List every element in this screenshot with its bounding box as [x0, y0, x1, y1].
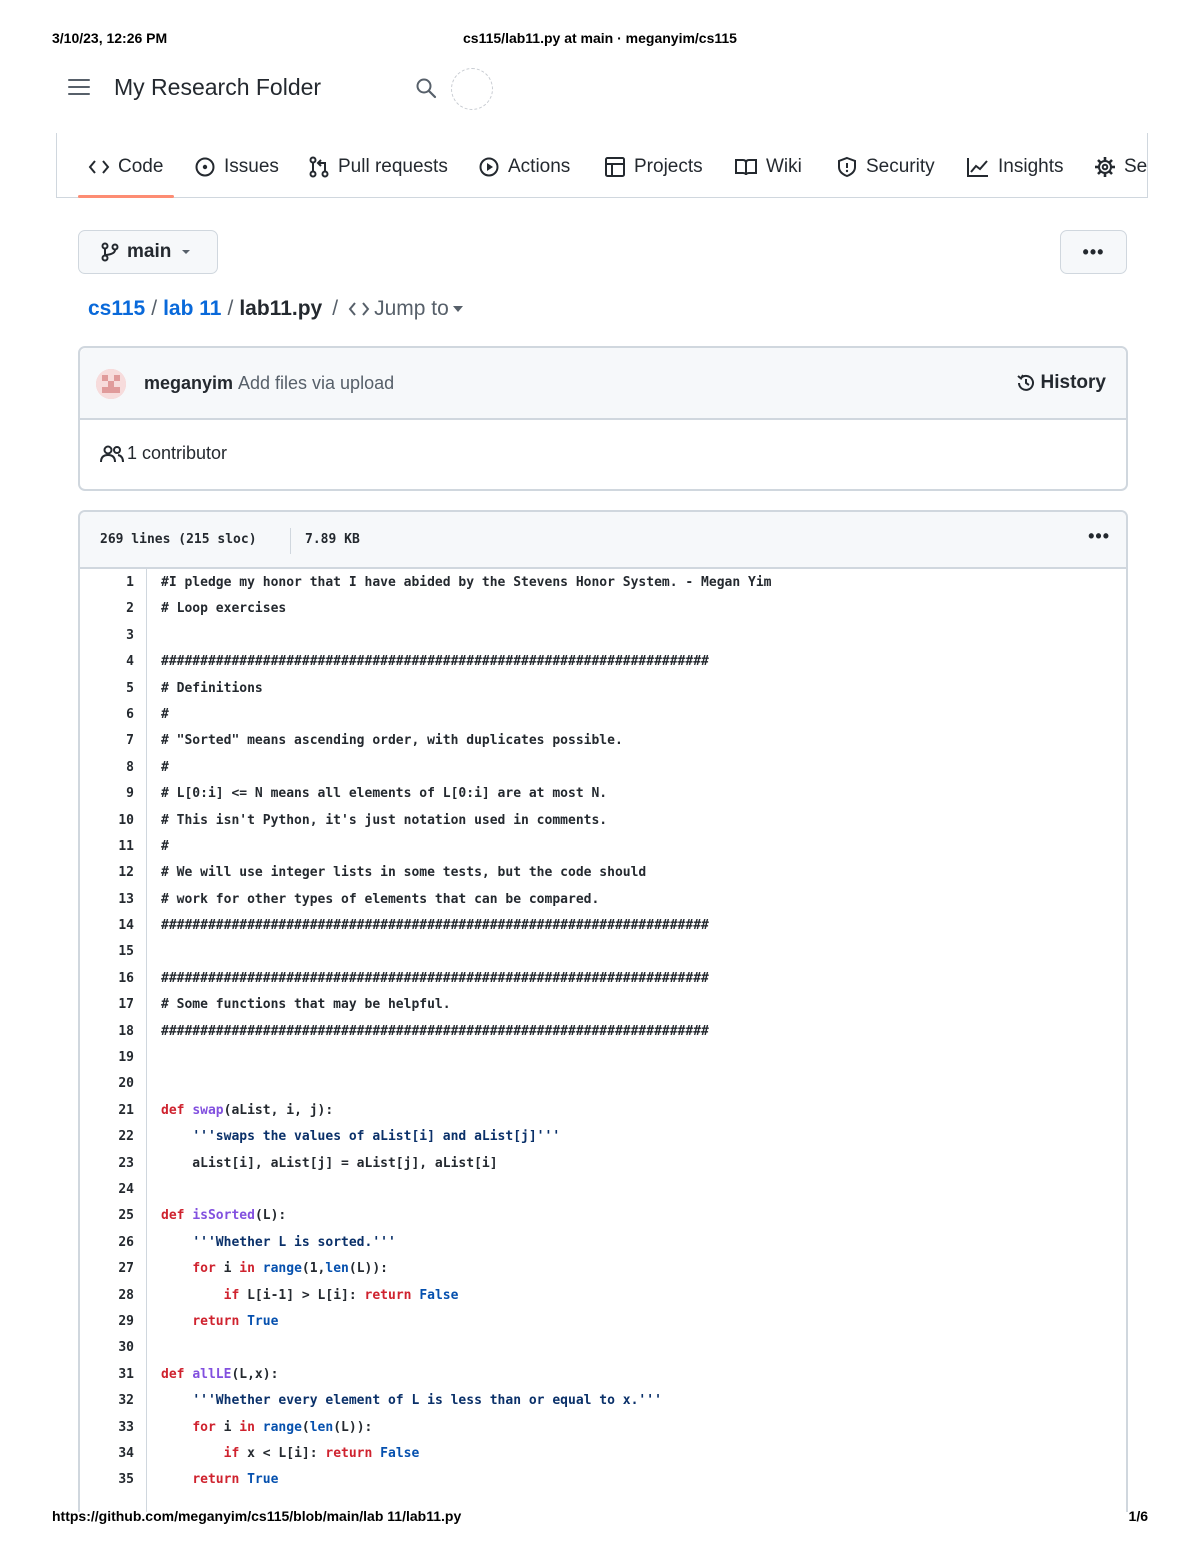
- print-datetime: 3/10/23, 12:26 PM: [52, 30, 168, 46]
- line-number[interactable]: 14: [118, 918, 134, 934]
- search-icon[interactable]: [414, 76, 438, 100]
- print-url: https://github.com/meganyim/cs115/blob/main/lab 11/lab11.py: [52, 1508, 462, 1524]
- tab-pull-requests-label: Pull requests: [338, 156, 448, 177]
- line-number[interactable]: 19: [118, 1050, 134, 1066]
- history-icon: [1015, 372, 1037, 394]
- code-line: [80, 1097, 1126, 1123]
- line-number[interactable]: 32: [118, 1393, 134, 1409]
- line-number[interactable]: 17: [118, 997, 134, 1013]
- code-text: # Definitions: [161, 680, 263, 696]
- line-number[interactable]: 9: [126, 786, 134, 802]
- tab-settings[interactable]: [1094, 154, 1147, 180]
- code-line: [80, 1229, 1126, 1255]
- contributors-link[interactable]: [100, 443, 227, 464]
- commit-author-link[interactable]: meganyim: [144, 373, 234, 393]
- line-number[interactable]: 3: [126, 627, 134, 643]
- code-line: [80, 1334, 1126, 1360]
- line-number[interactable]: 25: [118, 1208, 134, 1224]
- code-line: [80, 807, 1126, 833]
- latest-commit-box: [78, 346, 1128, 491]
- code-text: return True: [192, 1313, 279, 1329]
- file-line-count: 269 lines (215 sloc): [100, 532, 257, 547]
- code-line: [80, 1361, 1126, 1387]
- code-line: [80, 622, 1126, 648]
- code-text: # Some functions that may be helpful.: [161, 997, 451, 1013]
- line-number[interactable]: 11: [118, 838, 134, 854]
- code-line: [80, 727, 1126, 753]
- code-text: '''swaps the values of aList[i] and aList[j]''': [192, 1129, 561, 1145]
- breadcrumb-folder-link[interactable]: lab 11: [163, 297, 222, 320]
- line-number[interactable]: 31: [118, 1366, 134, 1382]
- code-text: #: [161, 838, 169, 854]
- breadcrumb-separator: /: [227, 297, 234, 320]
- code-line: [80, 1308, 1126, 1334]
- line-number[interactable]: 30: [118, 1340, 134, 1356]
- tab-issues[interactable]: [194, 154, 279, 180]
- more-options-button[interactable]: •••: [1060, 230, 1127, 274]
- history-button[interactable]: [1015, 372, 1106, 394]
- print-page-title: cs115/lab11.py at main · meganyim/cs115: [463, 30, 737, 46]
- line-number[interactable]: 24: [118, 1181, 134, 1197]
- line-number[interactable]: 22: [118, 1129, 134, 1145]
- code-line: [80, 569, 1126, 595]
- code-text: for i in range(len(L)):: [192, 1419, 373, 1435]
- tab-pull-requests[interactable]: [308, 154, 448, 180]
- branch-select-button[interactable]: [78, 230, 218, 274]
- tab-code-label: Code: [118, 156, 164, 177]
- gear-icon: [1094, 156, 1116, 178]
- code-text: # L[0:i] <= N means all elements of L[0:i] are at most N.: [161, 786, 608, 802]
- line-number[interactable]: 8: [126, 759, 134, 775]
- file-more-options-button[interactable]: •••: [1088, 526, 1110, 546]
- people-icon: [100, 445, 124, 463]
- code-line: [80, 1070, 1126, 1096]
- chevron-down-icon: [181, 248, 191, 256]
- breadcrumb-repo-link[interactable]: cs115: [88, 297, 146, 320]
- line-number[interactable]: 5: [126, 680, 134, 696]
- code-text: #I pledge my honor that I have abided by the Stevens Honor System. - Megan Yim: [161, 575, 772, 590]
- code-text: aList[i], aList[j] = aList[j], aList[i]: [161, 1155, 498, 1171]
- line-number[interactable]: 35: [118, 1472, 134, 1488]
- breadcrumb: [88, 297, 464, 321]
- line-number[interactable]: 33: [118, 1419, 134, 1435]
- tab-insights[interactable]: [966, 154, 1063, 180]
- code-text: if L[i-1] > L[i]: return False: [223, 1287, 459, 1303]
- code-text: return True: [192, 1472, 279, 1488]
- code-line: [80, 675, 1126, 701]
- header-title[interactable]: My Research Folder: [114, 74, 322, 100]
- code-line: [80, 1387, 1126, 1413]
- file-viewer: [78, 510, 1128, 1512]
- code-line: [80, 1123, 1126, 1149]
- contributors-label: 1 contributor: [127, 443, 228, 463]
- code-line: [80, 1414, 1126, 1440]
- code-line: [80, 1018, 1126, 1044]
- jump-to-label: Jump to: [374, 297, 449, 320]
- line-number[interactable]: 26: [118, 1234, 134, 1250]
- code-line: [80, 965, 1126, 991]
- line-number[interactable]: 16: [118, 970, 134, 986]
- code-line: [80, 701, 1126, 727]
- line-number[interactable]: 6: [126, 706, 134, 722]
- code-line: [80, 833, 1126, 859]
- line-number[interactable]: 13: [118, 891, 134, 907]
- code-line: [80, 754, 1126, 780]
- line-number[interactable]: 10: [118, 812, 134, 828]
- line-number[interactable]: 20: [118, 1076, 134, 1092]
- print-footer: [52, 1508, 1148, 1528]
- code-text: ######################################################################: [161, 1023, 709, 1039]
- code-line: [80, 886, 1126, 912]
- code-line: [80, 1202, 1126, 1228]
- code-text: # We will use integer lists in some tests, but the code should: [161, 865, 647, 881]
- line-number[interactable]: 23: [118, 1155, 134, 1171]
- code-line: [80, 780, 1126, 806]
- info-divider: [290, 528, 291, 554]
- code-line: [80, 648, 1126, 674]
- line-number[interactable]: 4: [126, 654, 134, 670]
- code-line: [80, 1282, 1126, 1308]
- breadcrumb-separator: /: [332, 297, 339, 320]
- print-header: [52, 30, 1148, 50]
- code-text: #: [161, 759, 169, 775]
- code-text: ######################################################################: [161, 654, 709, 670]
- code-text: ######################################################################: [161, 970, 709, 986]
- tab-projects-label: Projects: [634, 156, 703, 177]
- code-line: [80, 1255, 1126, 1281]
- branch-label: main: [127, 241, 172, 262]
- line-number[interactable]: 29: [118, 1313, 134, 1329]
- line-number[interactable]: 18: [118, 1023, 134, 1039]
- tab-wiki-label: Wiki: [766, 156, 802, 177]
- repo-nav-tabs: [56, 133, 1148, 197]
- code-text: '''Whether every element of L is less than or equal to x.''': [192, 1393, 662, 1409]
- tab-wiki[interactable]: [734, 154, 802, 180]
- book-icon: [734, 157, 758, 177]
- line-number[interactable]: 7: [126, 733, 134, 749]
- author-avatar[interactable]: [96, 369, 126, 399]
- code-line: [80, 1150, 1126, 1176]
- line-number[interactable]: 1: [126, 575, 134, 590]
- user-avatar[interactable]: [451, 68, 493, 110]
- code-text: def swap(aList, i, j):: [161, 1102, 334, 1118]
- tab-projects[interactable]: [604, 154, 703, 180]
- caret-down-icon: [452, 305, 464, 313]
- code-icon: [88, 158, 110, 176]
- code-lines: [80, 569, 1126, 1493]
- graph-icon: [966, 156, 990, 178]
- shield-icon: [836, 156, 858, 178]
- play-icon: [478, 156, 500, 178]
- code-text: # "Sorted" means ascending order, with duplicates possible.: [161, 733, 623, 749]
- code-line: [80, 1466, 1126, 1492]
- code-line: [80, 1176, 1126, 1202]
- tab-code[interactable]: [88, 154, 163, 180]
- file-info-bar: [80, 512, 1126, 569]
- branch-icon: [101, 242, 119, 262]
- commit-message-link[interactable]: Add files via upload: [238, 373, 395, 393]
- print-page-number: 1/6: [1128, 1508, 1148, 1524]
- tab-actions-label: Actions: [508, 156, 571, 177]
- issue-icon: [194, 156, 216, 178]
- line-number[interactable]: 34: [118, 1445, 134, 1461]
- code-text: # This isn't Python, it's just notation used in comments.: [161, 812, 608, 828]
- code-line: [80, 1044, 1126, 1070]
- code-text: if x < L[i]: return False: [223, 1445, 420, 1461]
- pull-request-icon: [308, 156, 330, 178]
- line-number[interactable]: 28: [118, 1287, 134, 1303]
- code-text: def isSorted(L):: [161, 1208, 287, 1224]
- code-text: # Loop exercises: [161, 601, 287, 617]
- breadcrumb-file: lab11.py: [239, 297, 323, 320]
- file-size: 7.89 KB: [305, 532, 360, 547]
- tab-issues-label: Issues: [224, 156, 279, 177]
- line-number[interactable]: 12: [118, 865, 134, 881]
- code-line: [80, 859, 1126, 885]
- breadcrumb-separator: /: [151, 297, 158, 320]
- code-line: [80, 595, 1126, 621]
- code-text: '''Whether L is sorted.''': [192, 1234, 396, 1250]
- code-text: #: [161, 706, 169, 722]
- code-text: ######################################################################: [161, 918, 709, 934]
- line-number[interactable]: 27: [118, 1261, 134, 1277]
- jump-to-dropdown[interactable]: [348, 297, 464, 321]
- table-icon: [604, 156, 626, 178]
- tab-settings-label: Se: [1124, 156, 1148, 177]
- code-line: [80, 912, 1126, 938]
- code-line: [80, 991, 1126, 1017]
- code-text: # work for other types of elements that can be compared.: [161, 891, 600, 907]
- commit-header: [80, 348, 1126, 420]
- code-icon: [348, 301, 370, 317]
- code-text: def allLE(L,x):: [161, 1366, 279, 1382]
- tab-security[interactable]: [836, 154, 935, 180]
- code-line: [80, 1440, 1126, 1466]
- hamburger-menu-icon[interactable]: [68, 79, 90, 97]
- line-number[interactable]: 2: [126, 601, 134, 617]
- code-text: for i in range(1,len(L)):: [192, 1261, 389, 1277]
- code-line: [80, 938, 1126, 964]
- tab-security-label: Security: [866, 156, 935, 177]
- history-label: History: [1040, 372, 1106, 393]
- line-number[interactable]: 21: [118, 1102, 134, 1118]
- active-tab-indicator: [78, 195, 174, 198]
- line-number[interactable]: 15: [118, 944, 134, 960]
- tab-actions[interactable]: [478, 154, 570, 180]
- tab-insights-label: Insights: [998, 156, 1064, 177]
